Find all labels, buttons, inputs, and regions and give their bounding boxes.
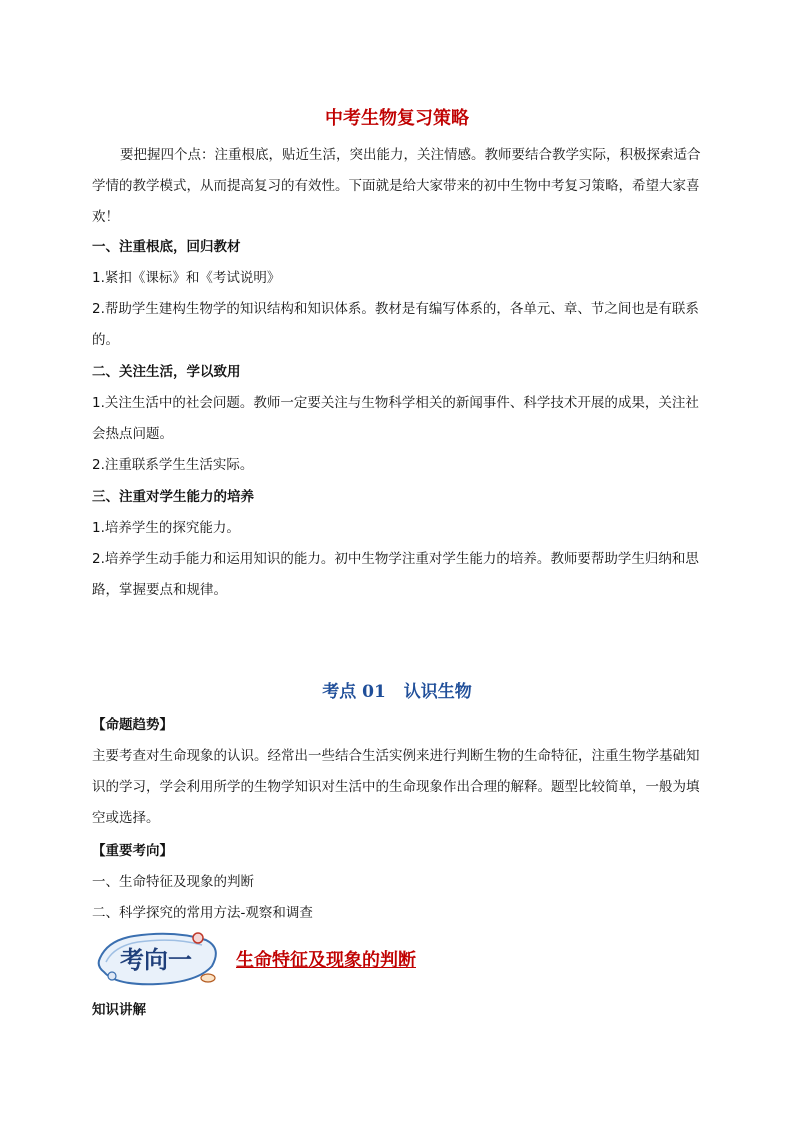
section-1-item-2: 2.帮助学生建构生物学的知识结构和知识体系。教材是有编写体系的，各单元、章、节之间也是有联系的。 [92,301,699,348]
section-1-heading: 一、注重根底，回归教材 [92,239,241,255]
direction-item-2: 二、科学探究的常用方法-观察和调查 [92,905,313,921]
section-2-heading: 二、关注生活，学以致用 [92,364,241,380]
badge-dot-bottom-right [201,974,215,982]
section-2-item-1: 1.关注生活中的社会问题。教师一定要关注与生物科学相关的新闻事件、科学技术开展的成果，关注社会热点问题。 [92,395,699,442]
intro-paragraph: 要把握四个点：注重根底，贴近生活，突出能力，关注情感。教师要结合教学实际，积极探索适合学情的教学模式，从而提高复习的有效性。下面就是给大家带来的初中生物中考复习策略，希望大家喜欢！ [92,147,701,225]
badge-dot-top [193,933,203,943]
document-title: 中考生物复习策略 [325,108,469,129]
badge-dot-bottom-left [108,972,116,980]
kaodian-title [0,677,794,702]
direction-item-1: 一、生命特征及现象的判断 [92,874,254,890]
trend-label: 【命题趋势】 [92,717,173,733]
section-3-heading: 三、注重对学生能力的培养 [92,489,254,505]
trend-text: 主要考查对生命现象的认识。经常出一些结合生活实例来进行判断生物的生命特征，注重生物学基础知识的学习，学会利用所学的生物学知识对生活中的生命现象作出合理的解释。题型比较简单，一般为填空或选择。 [92,748,700,826]
badge-text: 考向一 [120,945,192,974]
section-3-item-2: 2.培养学生动手能力和运用知识的能力。初中生物学注重对学生能力的培养。教师要帮助学生归纳和思路，掌握要点和规律。 [92,551,699,598]
kaoxiang-badge [94,928,224,988]
direction-label: 【重要考向】 [92,843,173,859]
kaodian-number: 考点 01 [322,682,386,702]
kaoxiang-title: 生命特征及现象的判断 [236,950,416,971]
section-2-item-2: 2.注重联系学生生活实际。 [92,457,254,473]
knowledge-label: 知识讲解 [92,1002,146,1018]
section-1-item-1: 1.紧扣《课标》和《考试说明》 [92,270,281,286]
section-3-item-1: 1.培养学生的探究能力。 [92,520,240,536]
kaodian-name: 认识生物 [403,682,472,702]
